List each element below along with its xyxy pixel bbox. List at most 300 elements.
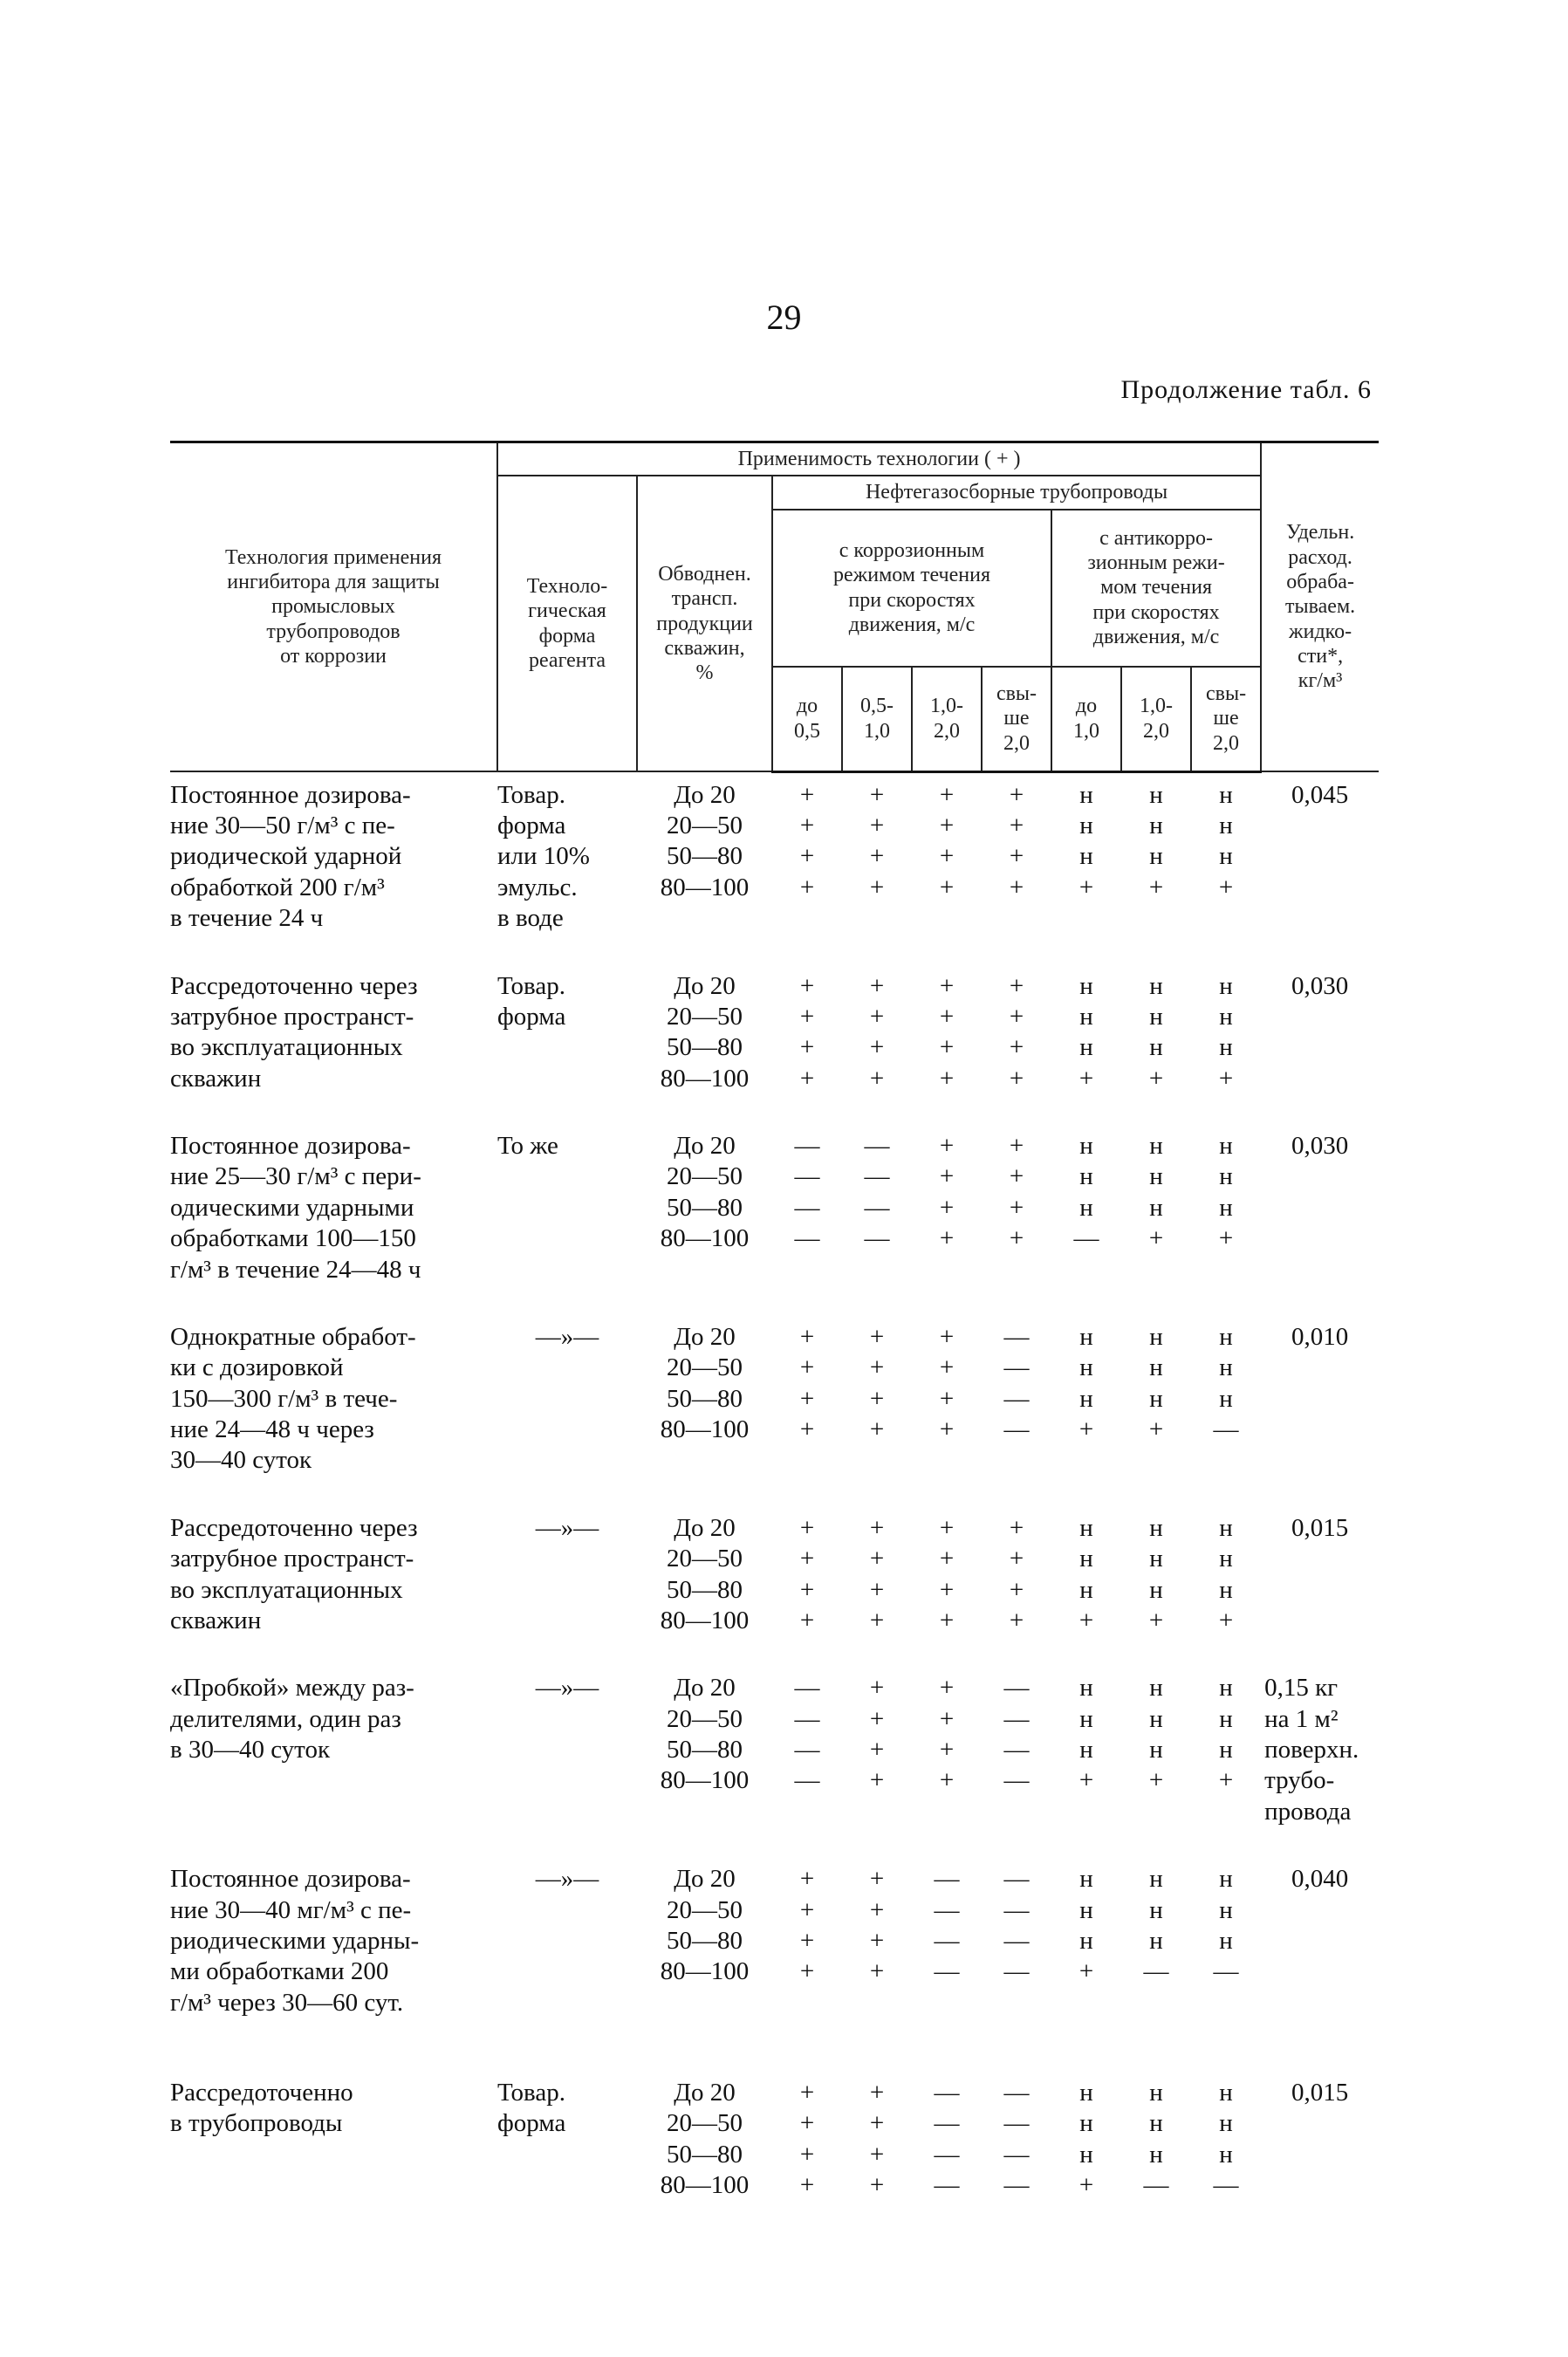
applicability-mark: + <box>799 1322 815 1351</box>
form-cell <box>497 1673 637 1827</box>
applicability-mark: + <box>1009 812 1024 839</box>
applicability-mark: + <box>869 1415 885 1443</box>
table-row <box>170 1673 1379 1827</box>
applicability-mark: н <box>1219 1513 1233 1542</box>
applicability-mark: + <box>799 780 815 809</box>
technology-line: обработкой 200 г/м³ <box>170 873 385 901</box>
header-specific-rate <box>1261 442 1379 772</box>
applicability-mark: + <box>939 1704 955 1733</box>
applicability-mark: + <box>869 2109 885 2138</box>
applicability-mark: + <box>1009 971 1024 1000</box>
applicability-mark: + <box>1009 842 1024 871</box>
applicability-mark: н <box>1219 780 1233 809</box>
applicability-mark: + <box>799 1606 815 1634</box>
form-line: или 10% <box>497 842 590 871</box>
row-spacer <box>170 1827 1379 1864</box>
applicability-mark: н <box>1079 1353 1093 1382</box>
technology-cell <box>170 1131 497 1285</box>
applicability-mark: — <box>1213 2171 1239 2200</box>
rate-line: трубо- <box>1264 1766 1335 1795</box>
applicability-mark: — <box>794 1193 820 1222</box>
speed-label-line: 2,0 <box>1003 731 1030 755</box>
applicability-mark: + <box>939 842 955 871</box>
applicability-cell <box>912 1322 982 1477</box>
applicability-mark: + <box>869 1513 885 1542</box>
applicability-mark: + <box>1009 1033 1024 1062</box>
applicability-mark: — <box>794 1766 820 1795</box>
applicability-mark: н <box>1079 971 1093 1000</box>
applicability-mark: + <box>939 1766 955 1795</box>
applicability-mark: + <box>1148 1415 1164 1443</box>
applicability-mark: + <box>1218 873 1234 901</box>
specific-rate-cell <box>1261 971 1379 1095</box>
applicability-mark: + <box>799 1033 815 1062</box>
applicability-mark: — <box>1143 2171 1169 2200</box>
watering-line: 50—80 <box>667 1033 743 1062</box>
applicability-cell <box>842 1513 912 1637</box>
applicability-mark: — <box>794 1704 820 1733</box>
technology-line: 30—40 суток <box>170 1446 312 1475</box>
form-line: То же <box>497 1132 558 1160</box>
applicability-mark: — <box>1003 1674 1030 1703</box>
applicability-mark: + <box>869 780 885 809</box>
table-header <box>170 442 1379 772</box>
rate-line: 0,045 <box>1291 780 1349 809</box>
watering-line: До 20 <box>674 971 736 1000</box>
watering-line: 20—50 <box>667 1353 743 1382</box>
watering-cell <box>637 1513 772 1637</box>
specific-rate-cell <box>1261 1864 1379 2018</box>
technology-line: одическими ударными <box>170 1193 414 1222</box>
applicability-mark: + <box>869 1674 885 1703</box>
applicability-mark: + <box>1078 873 1094 901</box>
applicability-mark: + <box>1078 1766 1094 1795</box>
technology-line: в трубопроводы <box>170 2109 343 2138</box>
technology-line: Рассредоточенно через <box>170 971 418 1000</box>
applicability-cell <box>842 2078 912 2202</box>
applicability-mark: + <box>939 1606 955 1634</box>
applicability-cell <box>842 1673 912 1827</box>
row-spacer <box>170 1094 1379 1131</box>
applicability-mark: — <box>1003 2171 1030 2200</box>
applicability-mark: н <box>1079 1162 1093 1191</box>
watering-line: 50—80 <box>667 1575 743 1604</box>
applicability-mark: + <box>1148 873 1164 901</box>
applicability-mark: + <box>1218 1606 1234 1634</box>
header-line: с антикорро- <box>1099 526 1213 550</box>
watering-line: 80—100 <box>660 873 750 901</box>
applicability-cell <box>842 1322 912 1477</box>
applicability-mark: н <box>1079 1575 1093 1604</box>
applicability-cell <box>1051 1864 1121 2018</box>
applicability-cell <box>1191 2078 1261 2202</box>
applicability-mark: + <box>939 1513 955 1542</box>
applicability-mark: н <box>1149 1865 1163 1894</box>
applicability-mark: н <box>1219 1545 1233 1573</box>
applicability-mark: + <box>799 873 815 901</box>
applicability-mark: н <box>1079 1674 1093 1703</box>
applicability-mark: + <box>799 1545 815 1573</box>
applicability-mark: + <box>869 812 885 839</box>
row-spacer <box>170 2018 1379 2078</box>
speed-label-line: 2,0 <box>1143 719 1169 743</box>
header-line: расход. <box>1288 545 1352 569</box>
header-line: кг/м³ <box>1298 669 1343 693</box>
specific-rate-cell <box>1261 1322 1379 1477</box>
applicability-mark: н <box>1219 2109 1233 2138</box>
applicability-mark: н <box>1219 1322 1233 1351</box>
applicability-cell <box>1051 1322 1121 1477</box>
applicability-mark: — <box>1003 2140 1030 2169</box>
header-line: движения, м/с <box>1092 626 1220 649</box>
applicability-mark: н <box>1219 1002 1233 1031</box>
applicability-cell <box>1121 1673 1191 1827</box>
header-form <box>497 476 637 771</box>
applicability-mark: н <box>1219 1162 1233 1191</box>
applicability-mark: н <box>1079 780 1093 809</box>
row-spacer <box>170 771 1379 780</box>
rate-line: 0,015 <box>1291 1513 1349 1542</box>
technology-line: «Пробкой» между раз- <box>170 1674 414 1703</box>
applicability-mark: + <box>869 2079 885 2107</box>
applicability-cell <box>1191 1673 1261 1827</box>
rate-line: провода <box>1264 1797 1352 1826</box>
applicability-mark: + <box>939 1002 955 1031</box>
applicability-mark: — <box>934 1957 960 1986</box>
applicability-cell <box>1051 1673 1121 1827</box>
applicability-mark: + <box>799 2140 815 2169</box>
row-spacer <box>170 1636 1379 1673</box>
watering-line: До 20 <box>674 1322 736 1351</box>
applicability-cell <box>1191 1864 1261 2018</box>
applicability-mark: + <box>799 1353 815 1382</box>
form-line: форма <box>497 2109 566 2138</box>
watering-line: 20—50 <box>667 812 743 839</box>
header-line: зионным режи- <box>1087 552 1225 575</box>
table-row <box>170 1513 1379 1637</box>
applicability-mark: + <box>1009 1575 1024 1604</box>
applicability-mark: н <box>1079 1322 1093 1351</box>
applicability-mark: + <box>1009 1545 1024 1573</box>
applicability-mark: — <box>1003 1415 1030 1443</box>
technology-line: Однократные обработ- <box>170 1322 416 1351</box>
applicability-mark: + <box>869 1926 885 1955</box>
applicability-mark: н <box>1079 1736 1093 1764</box>
applicability-mark: + <box>869 1002 885 1031</box>
technology-line: затрубное пространст- <box>170 1002 414 1031</box>
applicability-mark: н <box>1079 1193 1093 1222</box>
applicability-cell <box>842 780 912 935</box>
applicability-cell <box>912 971 982 1095</box>
applicability-mark: н <box>1079 1384 1093 1413</box>
applicability-mark: + <box>869 1606 885 1634</box>
applicability-cell <box>982 1864 1051 2018</box>
watering-line: 50—80 <box>667 2140 743 2169</box>
header-line: Техноло- <box>526 575 608 599</box>
applicability-mark: + <box>799 1002 815 1031</box>
technology-line: обработками 100—150 <box>170 1224 416 1253</box>
applicability-cell <box>772 1673 842 1827</box>
technology-line: Постоянное дозирова- <box>170 1865 411 1894</box>
applicability-cell <box>982 971 1051 1095</box>
header-speed-anti-0 <box>1051 667 1121 772</box>
applicability-mark: + <box>1009 1606 1024 1634</box>
applicability-cell <box>1121 1513 1191 1637</box>
applicability-mark: н <box>1149 1895 1163 1924</box>
technology-cell <box>170 1673 497 1827</box>
watering-cell <box>637 1322 772 1477</box>
applicability-mark: + <box>1078 1606 1094 1634</box>
applicability-cell <box>912 1673 982 1827</box>
header-line: Удельн. <box>1285 521 1355 545</box>
row-spacer <box>170 1477 1379 1513</box>
applicability-mark: н <box>1149 1384 1163 1413</box>
table-row <box>170 971 1379 1095</box>
technology-line: 150—300 г/м³ в тече- <box>170 1384 398 1413</box>
technology-line: риодической ударной <box>170 842 402 871</box>
speed-label-line: до <box>1075 695 1098 718</box>
applicability-mark: + <box>799 1384 815 1413</box>
technology-line: скважин <box>170 1064 262 1093</box>
applicability-cell <box>772 1131 842 1285</box>
applicability-mark: — <box>934 1895 960 1924</box>
applicability-mark: + <box>1148 1064 1164 1093</box>
applicability-mark: — <box>794 1132 820 1160</box>
rate-line: 0,15 кг <box>1264 1674 1339 1703</box>
table-body <box>170 771 1379 2201</box>
header-line: Технология применения <box>224 545 442 569</box>
applicability-mark: — <box>794 1736 820 1764</box>
applicability-cell <box>1051 780 1121 935</box>
applicability-mark: + <box>869 1736 885 1764</box>
applicability-mark: н <box>1219 2140 1233 2169</box>
applicability-mark: — <box>1143 1957 1169 1986</box>
applicability-mark: н <box>1149 1736 1163 1764</box>
applicability-mark: + <box>869 1384 885 1413</box>
applicability-mark: н <box>1149 1162 1163 1191</box>
applicability-mark: + <box>1009 1002 1024 1031</box>
rate-line: поверхн. <box>1264 1736 1359 1764</box>
technology-cell <box>170 1322 497 1477</box>
applicability-mark: + <box>939 1322 955 1351</box>
applicability-mark: н <box>1079 1513 1093 1542</box>
watering-line: 80—100 <box>660 2171 750 2200</box>
header-technology <box>170 442 497 772</box>
speed-label-line: 1,0 <box>864 719 890 743</box>
applicability-mark: н <box>1149 1353 1163 1382</box>
applicability-mark: — <box>1003 2079 1030 2107</box>
technology-cell <box>170 2078 497 2202</box>
applicability-mark: — <box>1213 1957 1239 1986</box>
watering-line: 20—50 <box>667 1704 743 1733</box>
watering-line: До 20 <box>674 1674 736 1703</box>
header-corrosion-mode <box>772 510 1051 667</box>
applicability-mark: + <box>1078 1957 1094 1986</box>
applicability-mark: + <box>1009 780 1024 809</box>
header-line: продукции <box>656 612 753 635</box>
applicability-mark: н <box>1149 1513 1163 1542</box>
applicability-mark: + <box>1078 1415 1094 1443</box>
form-line: форма <box>497 812 566 839</box>
watering-line: 80—100 <box>660 1064 750 1093</box>
watering-cell <box>637 780 772 935</box>
header-speed-anti-1 <box>1121 667 1191 772</box>
applicability-mark: н <box>1149 1002 1163 1031</box>
technology-line: ми обработками 200 <box>170 1957 389 1986</box>
applicability-mark: + <box>869 2140 885 2169</box>
technology-line: Постоянное дозирова- <box>170 780 411 809</box>
applicability-mark: + <box>869 2171 885 2200</box>
watering-cell <box>637 2078 772 2202</box>
form-cell <box>497 780 637 935</box>
applicability-mark: — <box>794 1162 820 1191</box>
applicability-mark: + <box>1009 1193 1024 1222</box>
applicability-mark: н <box>1149 971 1163 1000</box>
applicability-mark: н <box>1079 812 1093 839</box>
technology-line: ние 30—50 г/м³ с пе- <box>170 812 395 839</box>
applicability-mark: н <box>1219 1033 1233 1062</box>
applicability-cell <box>982 2078 1051 2202</box>
applicability-cell <box>1051 2078 1121 2202</box>
applicability-mark: — <box>1003 1926 1030 1955</box>
applicability-mark: — <box>1213 1415 1239 1443</box>
header-line: ингибитора для защиты <box>227 571 440 594</box>
applicability-mark: — <box>1073 1224 1099 1253</box>
header-applicability: Применимость технологии ( + ) <box>497 442 1261 476</box>
speed-label-line: 1,0 <box>1073 719 1099 743</box>
applicability-cell <box>1191 1513 1261 1637</box>
applicability-mark: — <box>1003 1322 1030 1351</box>
applicability-cell <box>842 1131 912 1285</box>
applicability-cell <box>1121 1322 1191 1477</box>
applicability-cell <box>1121 1131 1191 1285</box>
applicability-mark: + <box>939 1353 955 1382</box>
rate-line: 0,015 <box>1291 2079 1349 2107</box>
applicability-mark: н <box>1219 1865 1233 1894</box>
specific-rate-cell <box>1261 780 1379 935</box>
header-speed-corr-2 <box>912 667 982 772</box>
applicability-mark: н <box>1149 1545 1163 1573</box>
header-line: сти*, <box>1298 645 1344 668</box>
applicability-mark: н <box>1149 1322 1163 1351</box>
applicability-mark: + <box>939 812 955 839</box>
applicability-mark: н <box>1219 842 1233 871</box>
applicability-mark: + <box>799 971 815 1000</box>
header-line: от коррозии <box>280 645 387 668</box>
page-number: 29 <box>766 298 802 337</box>
applicability-mark: н <box>1219 812 1233 839</box>
applicability-mark: н <box>1149 1132 1163 1160</box>
form-line: эмульс. <box>497 873 578 901</box>
applicability-mark: + <box>799 1575 815 1604</box>
applicability-cell <box>1051 1513 1121 1637</box>
header-line: % <box>695 661 714 685</box>
specific-rate-cell <box>1261 1131 1379 1285</box>
technology-cell <box>170 1864 497 2018</box>
form-cell <box>497 971 637 1095</box>
applicability-mark: н <box>1079 1865 1093 1894</box>
applicability-mark: + <box>799 1895 815 1924</box>
applicability-mark: н <box>1149 2109 1163 2138</box>
applicability-mark: н <box>1219 1353 1233 1382</box>
applicability-cell <box>912 780 982 935</box>
applicability-mark: + <box>799 1064 815 1093</box>
watering-line: 80—100 <box>660 1224 750 1253</box>
applicability-cell <box>772 1322 842 1477</box>
technology-line: г/м³ в течение 24—48 ч <box>170 1255 421 1284</box>
technology-line: Постоянное дозирова- <box>170 1132 411 1160</box>
speed-label-line: 1,0- <box>1140 695 1173 718</box>
header-line: трубопроводов <box>266 620 401 643</box>
rate-line: 0,040 <box>1291 1865 1349 1894</box>
header-line: мом течения <box>1100 576 1212 600</box>
applicability-mark: — <box>934 1926 960 1955</box>
specific-rate-cell <box>1261 1513 1379 1637</box>
applicability-mark: + <box>939 1033 955 1062</box>
applicability-mark: + <box>869 1064 885 1093</box>
header-line: при скоростях <box>1092 600 1220 624</box>
applicability-mark: — <box>1003 1704 1030 1733</box>
applicability-mark: + <box>869 1704 885 1733</box>
applicability-mark: н <box>1149 1704 1163 1733</box>
applicability-mark: + <box>799 2079 815 2107</box>
applicability-mark: н <box>1219 1926 1233 1955</box>
applicability-cell <box>912 1513 982 1637</box>
form-line: —»— <box>535 1674 599 1703</box>
applicability-mark: н <box>1079 1545 1093 1573</box>
technology-line: во эксплуатационных <box>170 1575 403 1604</box>
watering-line: До 20 <box>674 1132 736 1160</box>
applicability-mark: + <box>1009 1224 1024 1253</box>
applicability-mark: — <box>1003 1865 1030 1894</box>
applicability-mark: — <box>934 2109 960 2138</box>
applicability-mark: н <box>1149 1193 1163 1222</box>
technology-line: во эксплуатационных <box>170 1033 403 1062</box>
applicability-cell <box>1051 1131 1121 1285</box>
applicability-mark: н <box>1219 1736 1233 1764</box>
applicability-mark: + <box>1218 1766 1234 1795</box>
speed-label-line: 0,5 <box>794 719 820 743</box>
header-line: реагента <box>528 649 606 673</box>
applicability-mark: н <box>1219 2079 1233 2107</box>
technology-line: в течение 24 ч <box>170 904 324 933</box>
table-continuation-caption: Продолжение табл. 6 <box>1120 375 1372 404</box>
applicability-mark: н <box>1149 1926 1163 1955</box>
applicability-mark: — <box>1003 1895 1030 1924</box>
applicability-mark: — <box>864 1224 890 1253</box>
form-line: Товар. <box>497 2079 565 2107</box>
rate-line: 0,030 <box>1291 1132 1349 1160</box>
watering-line: 80—100 <box>660 1766 750 1795</box>
speed-label-line: 1,0- <box>930 695 963 718</box>
applicability-mark: + <box>799 812 815 839</box>
applicability-mark: + <box>869 842 885 871</box>
applicability-cell <box>982 1131 1051 1285</box>
applicability-mark: + <box>1009 873 1024 901</box>
applicability-mark: + <box>799 2109 815 2138</box>
table-row <box>170 1322 1379 1477</box>
applicability-cell <box>1191 780 1261 935</box>
form-line: Товар. <box>497 971 565 1000</box>
header-pipelines: Нефтегазосборные трубопроводы <box>772 476 1261 509</box>
watering-line: 80—100 <box>660 1606 750 1634</box>
applicability-cell <box>772 780 842 935</box>
applicability-cell <box>912 1864 982 2018</box>
applicability-mark: + <box>939 1736 955 1764</box>
technology-line: риодическими ударны- <box>170 1926 420 1955</box>
applicability-mark: — <box>1003 1957 1030 1986</box>
row-spacer <box>170 1285 1379 1322</box>
